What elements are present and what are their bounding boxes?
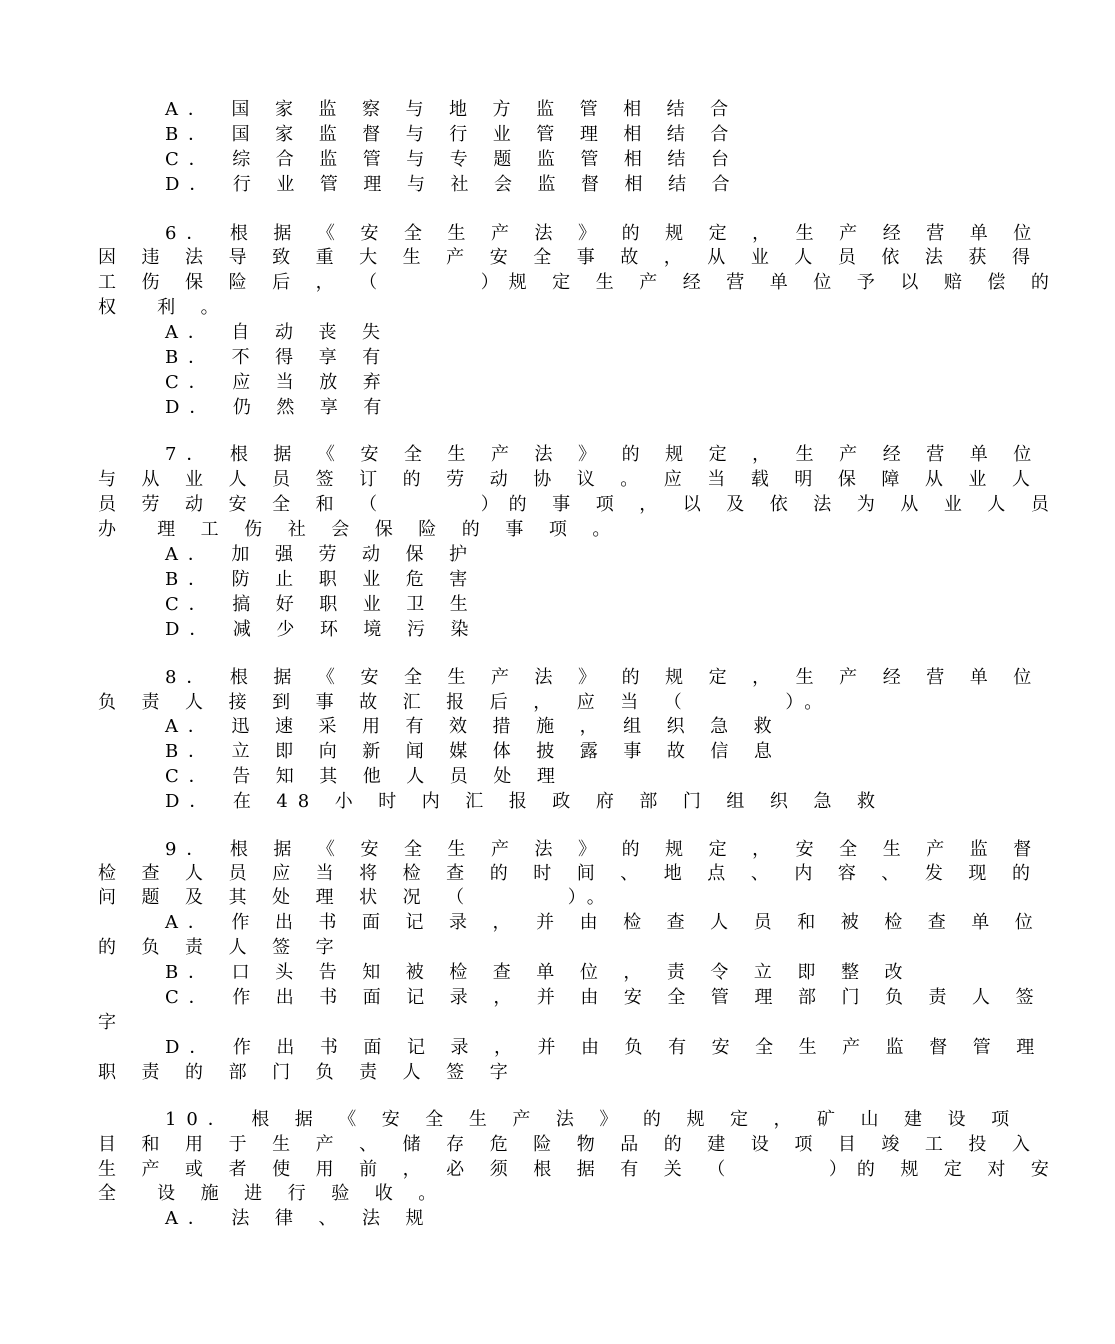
option-line: D． 减 少 环 境 污 染 [165, 619, 479, 640]
option-line: D． 作 出 书 面 记 录 ， 并 由 负 有 安 全 生 产 监 督 管 理 [165, 1037, 1045, 1058]
option-line: A． 自 动 丧 失 [165, 322, 390, 343]
question-6-line: 权 利 。 [98, 297, 229, 318]
question-8-line: 8． 根 据 《 安 全 生 产 法 》 的 规 定 ， 生 产 经 营 单 位 [165, 667, 1042, 688]
question-7-line: 员 劳 动 安 全 和 （ ）的 事 项 ， 以 及 依 法 为 从 业 人 员 [98, 494, 1059, 515]
option-line: D． 仍 然 享 有 [165, 397, 392, 418]
question-9-line: 检 查 人 员 应 当 将 检 查 的 时 间 、 地 点 、 内 容 、 发 现 的 [98, 863, 1040, 884]
option-line: C． 告 知 其 他 人 员 处 理 [165, 766, 565, 787]
question-10-line: 全 设 施 进 行 验 收 。 [98, 1183, 447, 1204]
option-line: D． 在 48 小 时 内 汇 报 政 府 部 门 组 织 急 救 [165, 791, 885, 812]
option-line: C． 作 出 书 面 记 录 ， 并 由 安 全 管 理 部 门 负 责 人 签 [165, 987, 1044, 1008]
option-continuation: 职 责 的 部 门 负 责 人 签 字 [98, 1062, 518, 1083]
option-line: B． 不 得 享 有 [165, 347, 391, 368]
question-6-line: 6． 根 据 《 安 全 生 产 法 》 的 规 定 ， 生 产 经 营 单 位 [165, 223, 1042, 244]
option-line: C． 搞 好 职 业 卫 生 [165, 594, 478, 615]
option-line: A． 迅 速 采 用 有 效 措 施 ， 组 织 急 救 [165, 716, 782, 737]
option-line: B． 立 即 向 新 闻 媒 体 披 露 事 故 信 息 [165, 741, 782, 762]
question-9-line: 问 题 及 其 处 理 状 况 （ ）。 [98, 887, 615, 908]
question-9-line: 9． 根 据 《 安 全 生 产 法 》 的 规 定 ， 安 全 生 产 监 督 [165, 839, 1042, 860]
question-10-line: 10． 根 据 《 安 全 生 产 法 》 的 规 定 ， 矿 山 建 设 项 [165, 1109, 1019, 1130]
option-line: A． 法 律 、 法 规 [165, 1208, 434, 1229]
option-line: C． 应 当 放 弃 [165, 372, 391, 393]
option-line: B． 防 止 职 业 危 害 [165, 569, 478, 590]
option-line: B． 国 家 监 督 与 行 业 管 理 相 结 合 [165, 124, 739, 145]
question-8-line: 负 责 人 接 到 事 故 汇 报 后 ， 应 当 （ ）。 [98, 692, 833, 713]
option-continuation: 字 [98, 1012, 126, 1033]
question-6-line: 工 伤 保 险 后 ， （ ）规 定 生 产 经 营 单 位 予 以 赔 偿 的 [98, 272, 1059, 293]
option-continuation: 的 负 责 人 签 字 [98, 937, 344, 958]
option-line: A． 国 家 监 察 与 地 方 监 管 相 结 合 [165, 99, 739, 120]
question-7-line: 7． 根 据 《 安 全 生 产 法 》 的 规 定 ， 生 产 经 营 单 位 [165, 444, 1042, 465]
question-10-line: 目 和 用 于 生 产 、 储 存 危 险 物 品 的 建 设 项 目 竣 工 投 入 [98, 1134, 1040, 1155]
question-10-line: 生 产 或 者 使 用 前 ， 必 须 根 据 有 关 （ ）的 规 定 对 安 [98, 1159, 1059, 1180]
option-line: D． 行 业 管 理 与 社 会 监 督 相 结 合 [165, 174, 740, 195]
option-line: A． 作 出 书 面 记 录 ， 并 由 检 查 人 员 和 被 检 查 单 位 [165, 912, 1043, 933]
question-6-line: 因 违 法 导 致 重 大 生 产 安 全 事 故 ， 从 业 人 员 依 法 获 得 [98, 247, 1040, 268]
option-line: C． 综 合 监 管 与 专 题 监 管 相 结 台 [165, 149, 739, 170]
question-7-line: 办 理 工 伤 社 会 保 险 的 事 项 。 [98, 519, 621, 540]
option-line: B． 口 头 告 知 被 检 查 单 位 ， 责 令 立 即 整 改 [165, 962, 913, 983]
question-7-line: 与 从 业 人 员 签 订 的 劳 动 协 议 。 应 当 载 明 保 障 从 业 人 [98, 469, 1040, 490]
option-line: A． 加 强 劳 动 保 护 [165, 544, 477, 565]
